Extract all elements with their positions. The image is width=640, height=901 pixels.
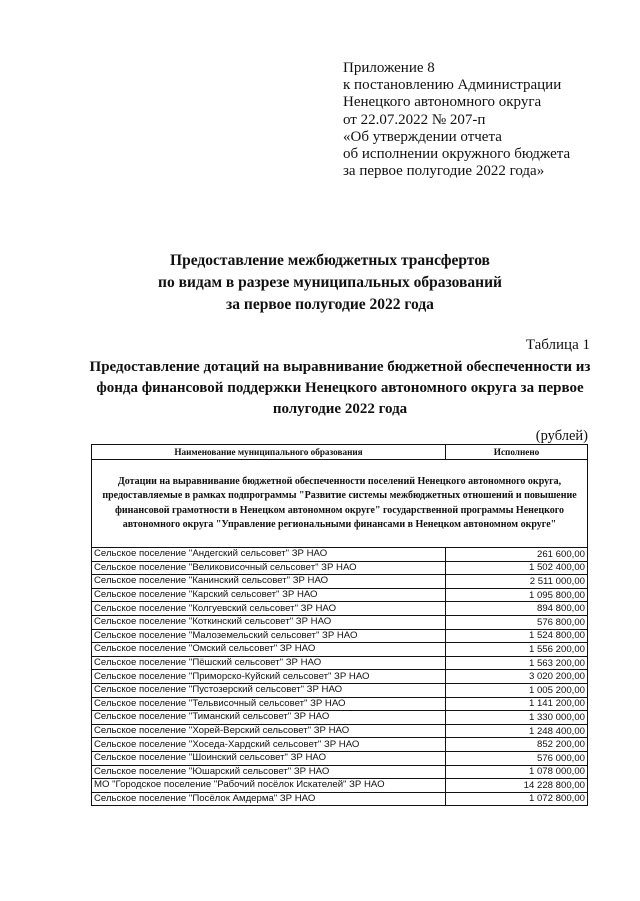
municipality-name: Сельское поселение "Малоземельский сельсовет" ЗР НАО [92,629,446,643]
municipality-name: Сельское поселение "Шоинский сельсовет" ЗР НАО [92,751,446,765]
municipality-name: Сельское поселение "Пустозерский сельсовет" ЗР НАО [92,683,446,697]
executed-amount: 576 800,00 [446,615,588,629]
municipality-name: Сельское поселение "Пёшский сельсовет" ЗР НАО [92,656,446,670]
municipality-name: Сельское поселение "Коткинский сельсовет" ЗР НАО [92,615,446,629]
table-row [92,588,588,602]
executed-amount: 2 511 000,00 [446,575,588,589]
table-row [92,779,588,793]
municipality-name: Сельское поселение "Тиманский сельсовет" ЗР НАО [92,711,446,725]
executed-amount: 1 141 200,00 [446,697,588,711]
table-title-line: Предоставление дотаций на выравнивание бюджетной обеспеченности из [89,359,591,375]
table-row [92,561,588,575]
header-executed: Исполнено [446,445,588,460]
executed-amount: 1 502 400,00 [446,561,588,575]
executed-amount: 1 095 800,00 [446,588,588,602]
appendix-line: к постановлению Администрации [343,77,562,94]
table-row [92,575,588,589]
table-row [92,629,588,643]
appendix-line: об исполнении окружного бюджета [343,146,571,163]
executed-amount: 1 005 200,00 [446,683,588,697]
table-title [70,357,610,420]
municipality-name: Сельское поселение "Хорей-Верский сельсовет" ЗР НАО [92,724,446,738]
executed-amount: 852 200,00 [446,738,588,752]
table-row [92,548,588,562]
table-title-line: полугодие 2022 года [272,401,408,417]
appendix-line: Приложение 8 [343,60,435,76]
municipality-name: МО "Городское поселение "Рабочий посёлок Искателей" ЗР НАО [92,779,446,793]
municipality-name: Сельское поселение "Омский сельсовет" ЗР НАО [92,643,446,657]
executed-amount: 894 800,00 [446,602,588,616]
table-row [92,615,588,629]
municipality-name: Сельское поселение "Карский сельсовет" ЗР НАО [92,588,446,602]
table-row [92,792,588,806]
executed-amount: 3 020 200,00 [446,670,588,684]
appendix-line: «Об утверждении отчета [343,128,502,145]
transfers-table [91,444,588,806]
executed-amount: 1 556 200,00 [446,643,588,657]
section-row [92,460,588,548]
municipality-name: Сельское поселение "Тельвисочный сельсовет" ЗР НАО [92,697,446,711]
table-row [92,751,588,765]
appendix-line: Ненецкого автономного округа [343,94,542,111]
appendix-line: от 22.07.2022 № 207-п [343,111,486,128]
document-title [80,250,580,316]
municipality-name: Сельское поселение "Андегский сельсовет" ЗР НАО [92,548,446,562]
appendix-line: за первое полугодие 2022 года» [343,163,545,180]
table-row [92,738,588,752]
municipality-name: Сельское поселение "Колгуевский сельсовет" ЗР НАО [92,602,446,616]
table-row [92,683,588,697]
table-row [92,602,588,616]
executed-amount: 261 600,00 [446,548,588,562]
executed-amount: 14 228 800,00 [446,779,588,793]
executed-amount: 1 072 800,00 [446,792,588,806]
municipality-name: Сельское поселение "Приморско-Куйский сельсовет" ЗР НАО [92,670,446,684]
table-row [92,765,588,779]
executed-amount: 1 563 200,00 [446,656,588,670]
table-row [92,670,588,684]
table-row [92,697,588,711]
document-title-line: за первое полугодие 2022 года [226,296,434,313]
municipality-name: Сельское поселение "Великовисочный сельсовет" ЗР НАО [92,561,446,575]
table-row [92,643,588,657]
municipality-name: Сельское поселение "Юшарский сельсовет" ЗР НАО [92,765,446,779]
table-row [92,711,588,725]
municipality-name: Сельское поселение "Посёлок Амдерма" ЗР НАО [92,792,446,806]
municipality-name: Сельское поселение "Канинский сельсовет" ЗР НАО [92,575,446,589]
table-number: Таблица 1 [525,337,590,353]
appendix-block [343,60,570,180]
table-header-row [92,445,588,460]
municipality-name: Сельское поселение "Хоседа-Хардский сельсовет" ЗР НАО [92,738,446,752]
document-title-line: Предоставление межбюджетных трансфертов [170,252,490,269]
executed-amount: 1 330 000,00 [446,711,588,725]
table-row [92,656,588,670]
executed-amount: 1 248 400,00 [446,724,588,738]
table-title-line: фонда финансовой поддержки Ненецкого автономного округа за первое [96,380,584,396]
header-name: Наименование муниципального образования [92,445,446,460]
executed-amount: 576 000,00 [446,751,588,765]
section-description: Дотации на выравнивание бюджетной обеспеченности поселений Ненецкого автономного округа, предоставляемые в рамках подпрограммы "Развитие системы межбюджетных отношений и повышение финансовой грамотности в Ненецком автономном округе" государственной программы Ненецкого автономного округа "Управление региональными финансами в Ненецком автономном округе" [92,460,588,548]
document-title-line: по видам в разрезе муниципальных образований [158,274,502,291]
units-label: (рублей) [535,428,588,444]
executed-amount: 1 078 000,00 [446,765,588,779]
executed-amount: 1 524 800,00 [446,629,588,643]
table-row [92,724,588,738]
